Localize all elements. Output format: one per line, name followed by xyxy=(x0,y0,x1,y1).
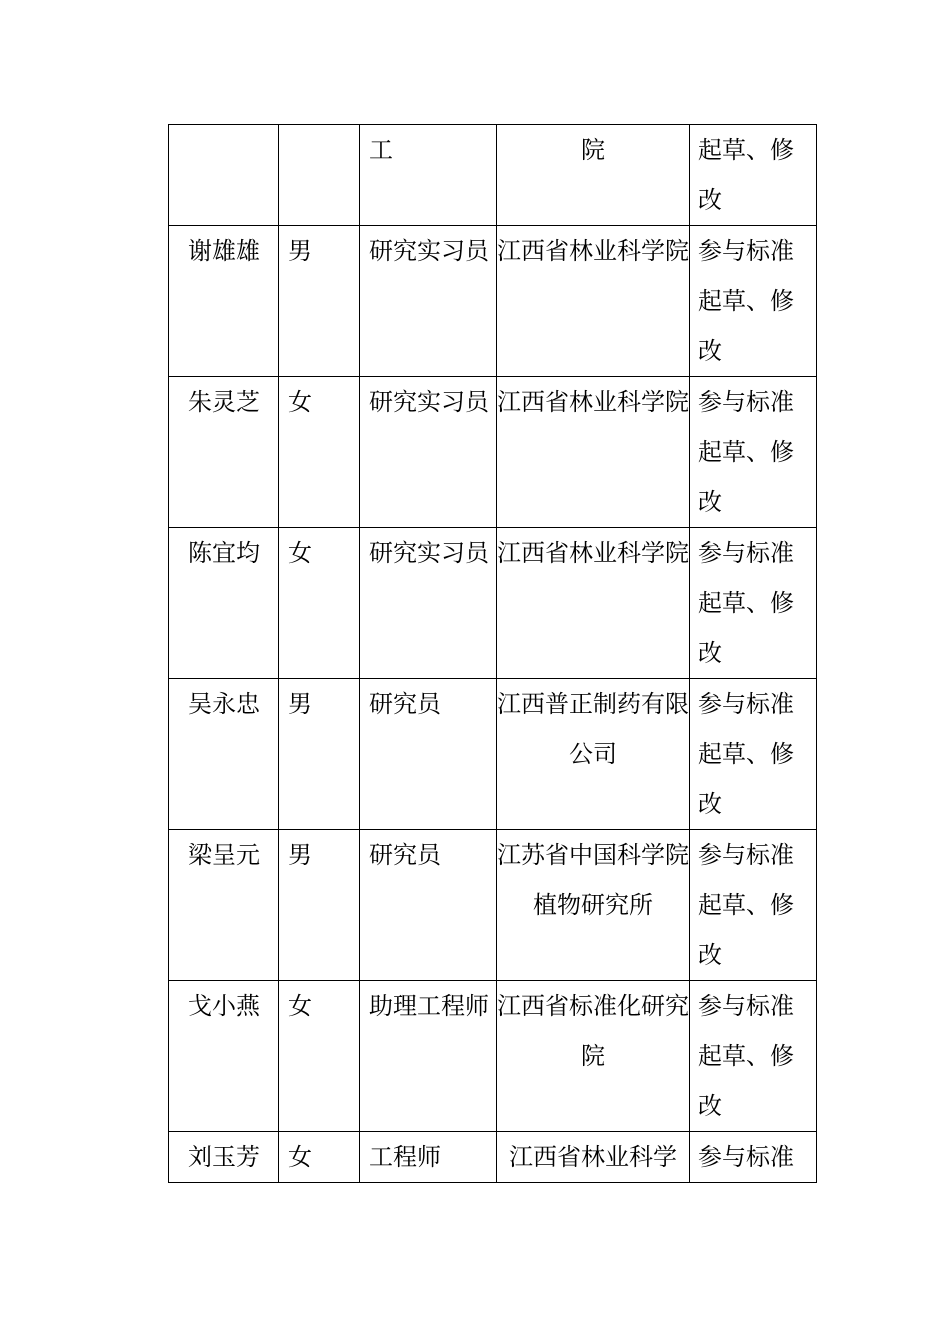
name-cell: 刘玉芳 xyxy=(169,1132,279,1183)
role-cell: 起草、修改 xyxy=(690,125,817,226)
table-row xyxy=(169,679,817,830)
name-cell: 谢雄雄 xyxy=(169,226,279,377)
gender-cell: 男 xyxy=(279,679,360,830)
organization-cell: 江西省林业科学 xyxy=(497,1132,690,1183)
role-cell: 参与标准起草、修改 xyxy=(690,679,817,830)
gender-cell: 女 xyxy=(279,528,360,679)
organization-cell: 江西省标准化研究院 xyxy=(497,981,690,1132)
table-row xyxy=(169,830,817,981)
staff-table xyxy=(168,124,817,1183)
role-cell: 参与标准 xyxy=(690,1132,817,1183)
organization-cell: 江西省林业科学院 xyxy=(497,226,690,377)
role-cell: 参与标准起草、修改 xyxy=(690,226,817,377)
title-cell: 研究员 xyxy=(360,830,497,981)
role-cell: 参与标准起草、修改 xyxy=(690,377,817,528)
name-cell: 陈宜均 xyxy=(169,528,279,679)
organization-cell: 江西省林业科学院 xyxy=(497,377,690,528)
role-cell: 参与标准起草、修改 xyxy=(690,981,817,1132)
gender-cell: 男 xyxy=(279,830,360,981)
organization-cell: 江西省林业科学院 xyxy=(497,528,690,679)
title-cell: 研究员 xyxy=(360,679,497,830)
title-cell: 工 xyxy=(360,125,497,226)
table-row xyxy=(169,125,817,226)
table-row xyxy=(169,226,817,377)
title-cell: 工程师 xyxy=(360,1132,497,1183)
name-cell: 戈小燕 xyxy=(169,981,279,1132)
table-row xyxy=(169,377,817,528)
role-cell: 参与标准起草、修改 xyxy=(690,528,817,679)
organization-cell: 院 xyxy=(497,125,690,226)
gender-cell: 女 xyxy=(279,1132,360,1183)
organization-cell: 江西普正制药有限公司 xyxy=(497,679,690,830)
gender-cell: 女 xyxy=(279,981,360,1132)
title-cell: 研究实习员 xyxy=(360,528,497,679)
gender-cell xyxy=(279,125,360,226)
name-cell: 吴永忠 xyxy=(169,679,279,830)
name-cell: 梁呈元 xyxy=(169,830,279,981)
table-row xyxy=(169,1132,817,1183)
name-cell xyxy=(169,125,279,226)
title-cell: 研究实习员 xyxy=(360,226,497,377)
title-cell: 助理工程师 xyxy=(360,981,497,1132)
role-cell: 参与标准起草、修改 xyxy=(690,830,817,981)
name-cell: 朱灵芝 xyxy=(169,377,279,528)
table-row xyxy=(169,981,817,1132)
title-cell: 研究实习员 xyxy=(360,377,497,528)
gender-cell: 男 xyxy=(279,226,360,377)
table-row xyxy=(169,528,817,679)
organization-cell: 江苏省中国科学院植物研究所 xyxy=(497,830,690,981)
gender-cell: 女 xyxy=(279,377,360,528)
